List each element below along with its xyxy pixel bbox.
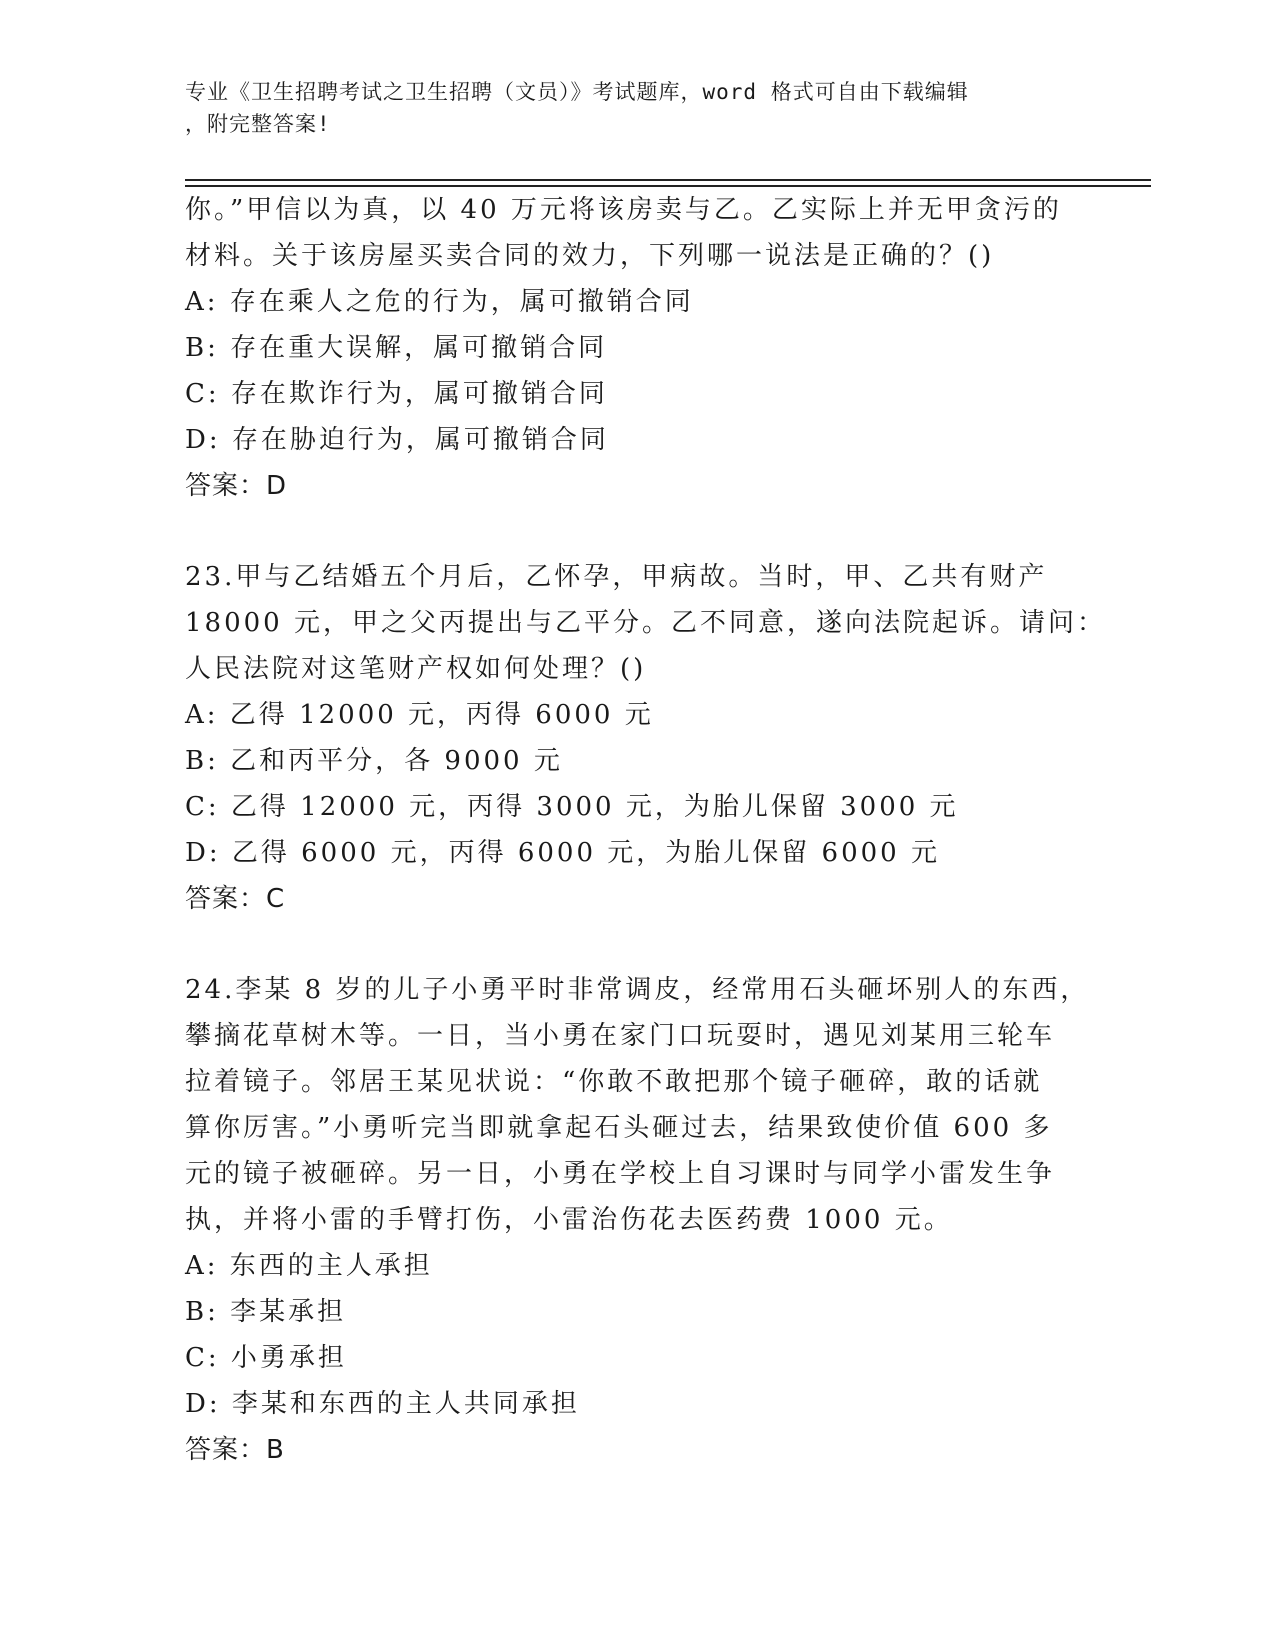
question-text-line: 18000 元，甲之父丙提出与乙平分。乙不同意，遂向法院起诉。请问： bbox=[185, 608, 1106, 638]
question-text-line: 23.甲与乙结婚五个月后，乙怀孕，甲病故。当时，甲、乙共有财产 bbox=[185, 562, 1048, 592]
option-d: D: 乙得 6000 元，丙得 6000 元，为胎儿保留 6000 元 bbox=[185, 838, 940, 868]
question-text-line: 执，并将小雷的手臂打伤，小雷治伤花去医药费 1000 元。 bbox=[185, 1205, 953, 1235]
option-b: B: 乙和丙平分，各 9000 元 bbox=[185, 746, 563, 776]
option-a: A: 乙得 12000 元，丙得 6000 元 bbox=[185, 700, 654, 730]
option-c: C: 乙得 12000 元，丙得 3000 元，为胎儿保留 3000 元 bbox=[185, 792, 959, 822]
question-24 bbox=[185, 967, 1090, 1473]
option-d: D: 李某和东西的主人共同承担 bbox=[185, 1389, 580, 1419]
question-text-line: 材料。关于该房屋买卖合同的效力，下列哪一说法是正确的？() bbox=[185, 241, 995, 271]
question-text-line: 人民法院对这笔财产权如何处理？() bbox=[185, 654, 647, 684]
option-b: B: 李某承担 bbox=[185, 1297, 347, 1327]
question-23 bbox=[185, 554, 1106, 922]
answer-line: 答案：B bbox=[185, 1435, 285, 1465]
option-c: C: 小勇承担 bbox=[185, 1343, 347, 1373]
document-header bbox=[185, 76, 1065, 140]
question-22 bbox=[185, 187, 1085, 509]
question-text-line: 24.李某 8 岁的儿子小勇平时非常调皮，经常用石头砸坏别人的东西， bbox=[185, 975, 1090, 1005]
question-text-line: 算你厉害。”小勇听完当即就拿起石头砸过去，结果致使价值 600 多 bbox=[185, 1113, 1053, 1143]
option-d: D: 存在胁迫行为，属可撤销合同 bbox=[185, 425, 609, 455]
question-text-line: 拉着镜子。邻居王某见状说：“你敢不敢把那个镜子砸碎，敢的话就 bbox=[185, 1067, 1043, 1097]
question-text-line: 元的镜子被砸碎。另一日，小勇在学校上自习课时与同学小雷发生争 bbox=[185, 1159, 1056, 1189]
answer-line: 答案：C bbox=[185, 884, 286, 914]
option-c: C: 存在欺诈行为，属可撤销合同 bbox=[185, 379, 608, 409]
question-text-line: 攀摘花草树木等。一日，当小勇在家门口玩耍时，遇见刘某用三轮车 bbox=[185, 1021, 1056, 1051]
header-line-2: ，附完整答案! bbox=[185, 112, 331, 136]
question-text-line: 你。”甲信以为真，以 40 万元将该房卖与乙。乙实际上并无甲贪污的 bbox=[185, 195, 1062, 225]
option-a: A: 存在乘人之危的行为，属可撤销合同 bbox=[185, 287, 694, 317]
header-rule-top bbox=[185, 179, 1151, 181]
option-a: A: 东西的主人承担 bbox=[185, 1251, 433, 1281]
header-line-1: 专业《卫生招聘考试之卫生招聘（文员）》考试题库，word 格式可自由下载编辑 bbox=[185, 80, 969, 104]
answer-line: 答案：D bbox=[185, 471, 288, 501]
question-content bbox=[185, 187, 1106, 1473]
option-b: B: 存在重大误解，属可撤销合同 bbox=[185, 333, 608, 363]
